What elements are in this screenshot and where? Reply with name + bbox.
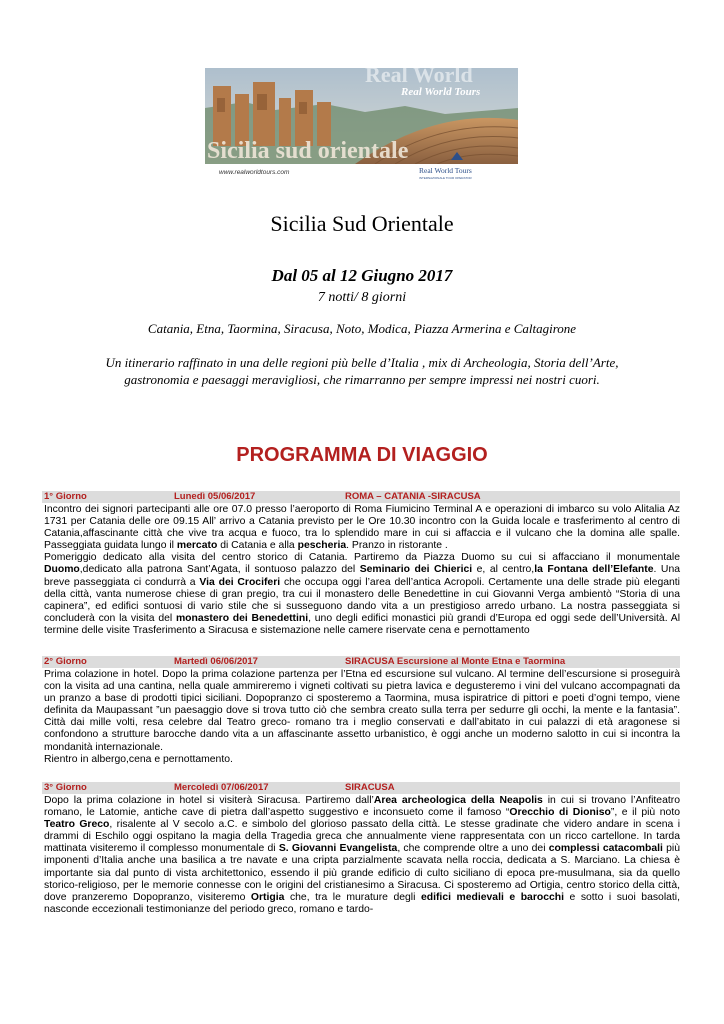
highlight-text: complessi catacombali (548, 843, 663, 855)
body-text: . Pranzo in ristorante . (346, 540, 448, 552)
day-number: 1° Giorno (44, 491, 87, 502)
day-body (44, 504, 680, 637)
day-place: SIRACUSA (345, 782, 395, 793)
body-text: ,dedicato alla patrona Sant’Agata, il sontuoso palazzo del (79, 564, 360, 576)
highlight-text: Area archeologica della Neapolis (373, 795, 543, 806)
day-paragraph (44, 754, 680, 766)
trip-dates: Dal 05 al 12 Giugno 2017 (271, 266, 453, 285)
highlight-text: monastero dei Benedettini (175, 612, 309, 624)
body-text: che occupa oggi l’area dell’antica Acropoli. Certamente una delle strade più eleganti della città, vanta numerose chiese di gran pregio, tra cui il monastero delle Benedettine in cui Giovanni Verga ambientò “Storia di una capinera”, ed edifici sontuosi di vario stile che si susseguono dando vita a un prestigioso arredo urbano. La nostra passeggiata si concluderà con la visita del (44, 576, 680, 624)
day-body (44, 669, 680, 766)
highlight-text: mercato (176, 540, 218, 552)
day-date: Lunedì 05/06/2017 (174, 491, 256, 502)
trip-intro (80, 354, 644, 388)
highlight-text: Teatro Greco (44, 819, 110, 831)
body-text: ”, e il più noto (610, 807, 680, 819)
day-header (42, 782, 680, 794)
body-text: più imponenti d’Italia anche una basilica a tre navate e una cripta parzialmente scavata nella roccia, dedicata a S. Marciano. La chiesa è importante sia dal punto di vista architettonico, essendo il più grande edificio di culto siciliano di epoca pre-musulmana, sia da quello storico-religioso, per le memorie connesse con le origini del cristianesimo a Siracusa. Ci sposteremo ad Ortigia, centro storico della città, dove pranzeremo Dopopranzo, visiteremo (44, 843, 680, 903)
highlight-text: Seminario dei Chierici (359, 564, 473, 576)
day-number: 2° Giorno (44, 656, 87, 667)
day-paragraph (44, 552, 680, 637)
highlight-text: pescheria (297, 540, 347, 552)
trip-places: Catania, Etna, Taormina, Siracusa, Noto, Modica, Piazza Armerina e Caltagirone (147, 321, 577, 336)
header-banner (205, 68, 518, 181)
body-text: , che comprende oltre a uno dei (397, 843, 549, 855)
highlight-text: Orecchio di Dioniso (509, 807, 611, 819)
day-paragraph (44, 795, 680, 916)
day-place: SIRACUSA Escursione al Monte Etna e Taormina (345, 656, 566, 667)
banner-graphic (205, 68, 518, 181)
highlight-text: edifici medievali e barocchi (420, 891, 564, 903)
day-header (42, 656, 680, 668)
intro-line: gastronomia e paesaggi meravigliosi, che rimarranno per sempre impressi nei nostri cuori. (124, 372, 600, 387)
day-date: Mercoledì 07/06/2017 (174, 782, 269, 793)
highlight-text: la Fontana dell’Elefante (534, 564, 654, 576)
body-text: e, al centro, (472, 564, 535, 576)
program-heading: PROGRAMMA DI VIAGGIO (236, 444, 488, 466)
highlight-text: Ortigia (250, 891, 285, 903)
body-text: Prima colazione in hotel. Dopo la prima colazione partenza per l’Etna ed escursione sul vulcano. Al termine dell’escursione si proseguirà con la visita ad una cantina, nella quale ammireremo i vigneti coltivati su pietra lavica e degusteremo i vini del vulcano accompagnati da un pranzo a base di prodotti tipici siciliani. Dopopranzo ci sposteremo a Taormina, musa ispiratrice di pittori e poeti d’ogni tempo, viene definita da Maupassant ”un paesaggio dove si trova tutto ciò che sembra creato sulla terra per sedurre gli occhi, la mente e la fantasia”. Città dai mille volti, resa celebre dal Teatro greco- romano tra i meglio conservati e dall’abitato in cui palazzi di età aragonese si confondono a strutture barocche dando vita a un affascinante assetto urbanistico, è oggi anche un moderno salotto in cui si incontra la mondanità internazionale. (44, 669, 680, 753)
body-text: Pomeriggio dedicato alla visita del centro storico di Catania. Partiremo da Piazza Duomo su cui si affacciano il monumentale (44, 552, 680, 564)
highlight-text: S. Giovanni Evangelista (278, 843, 398, 855)
banner-title: Sicilia sud orientale (207, 138, 409, 164)
banner-watermark: Real World (365, 68, 473, 87)
day-paragraph (44, 669, 680, 754)
day-paragraph (44, 504, 680, 552)
body-text: Rientro in albergo,cena e pernottamento. (44, 753, 233, 765)
body-text: , uno degli edifici monastici più grandi d’Europa ed oggi sede dell’Università. Al termine delle visite Trasferimento a Siracusa e sistemazione nelle camere riservate cena e pernottamento (44, 612, 681, 636)
body-text: . Una breve passeggiata ci condurrà a (44, 564, 680, 588)
logo-name: Real World Tours (419, 166, 472, 175)
page-title: Sicilia Sud Orientale (270, 211, 454, 236)
day-place: ROMA – CATANIA -SIRACUSA (345, 491, 481, 502)
body-text: Dopo la prima colazione in hotel si visiterà Siracusa. Partiremo dall’ (44, 795, 374, 806)
day-number: 3° Giorno (44, 782, 87, 793)
banner-website: www.realworldtours.com (219, 169, 290, 176)
body-text: che, tra le murature degli (284, 891, 421, 903)
body-text: di Catania e alla (217, 540, 298, 552)
logo-tagline: INTERNAZIONALE TOUR OPERATOR (419, 176, 472, 180)
highlight-text: Duomo (44, 564, 80, 576)
body-text: e sotto i suoi basolati, nasconde eccezionali testimonianze del periodo greco, romano e tardo- (44, 891, 680, 915)
banner-brand-top: Real World Tours (401, 86, 481, 98)
day-body (44, 795, 680, 916)
highlight-text: Via dei Crociferi (199, 576, 281, 588)
body-text: in cui si trovano l’Anfiteatro romano, le Latomie, antiche cave di pietra dall’aspetto suggestivo e inconsueto come il famoso “ (44, 795, 680, 819)
body-text: , risalente al V secolo a.C. e simbolo del glorioso passato della città. Le stesse gradinate che videro andare in scena i drammi di Eschilo oggi ospitano la magia della Tragedia greca che annualmente viene rappresentata con un ricco cartellone. In tarda mattinata visiteremo il complesso monumentale di (44, 819, 680, 855)
trip-nights: 7 notti/ 8 giorni (317, 290, 407, 305)
intro-line: Un itinerario raffinato in una delle regioni più belle d’Italia , mix di Archeologia, Storia dell’Arte, (105, 355, 619, 370)
body-text: Incontro dei signori partecipanti alle ore 07.0 presso l’aeroporto di Roma Fiumicino Terminal A e operazioni di imbarco su volo Alitalia Az 1731 per Catania delle ore 09.15 All’ arrivo a Catania previsto per le Ore 10.30 incontro con la Guida locale e trasferimento al centro di Catania,affascinante città che vive tra acqua e fuoco, tra lo splendido mare in cui si affaccia e il vulcano che la domina alle spalle. Passeggiata guidata lungo il (44, 504, 680, 552)
day-header (42, 491, 680, 503)
day-date: Martedì 06/06/2017 (174, 656, 258, 667)
